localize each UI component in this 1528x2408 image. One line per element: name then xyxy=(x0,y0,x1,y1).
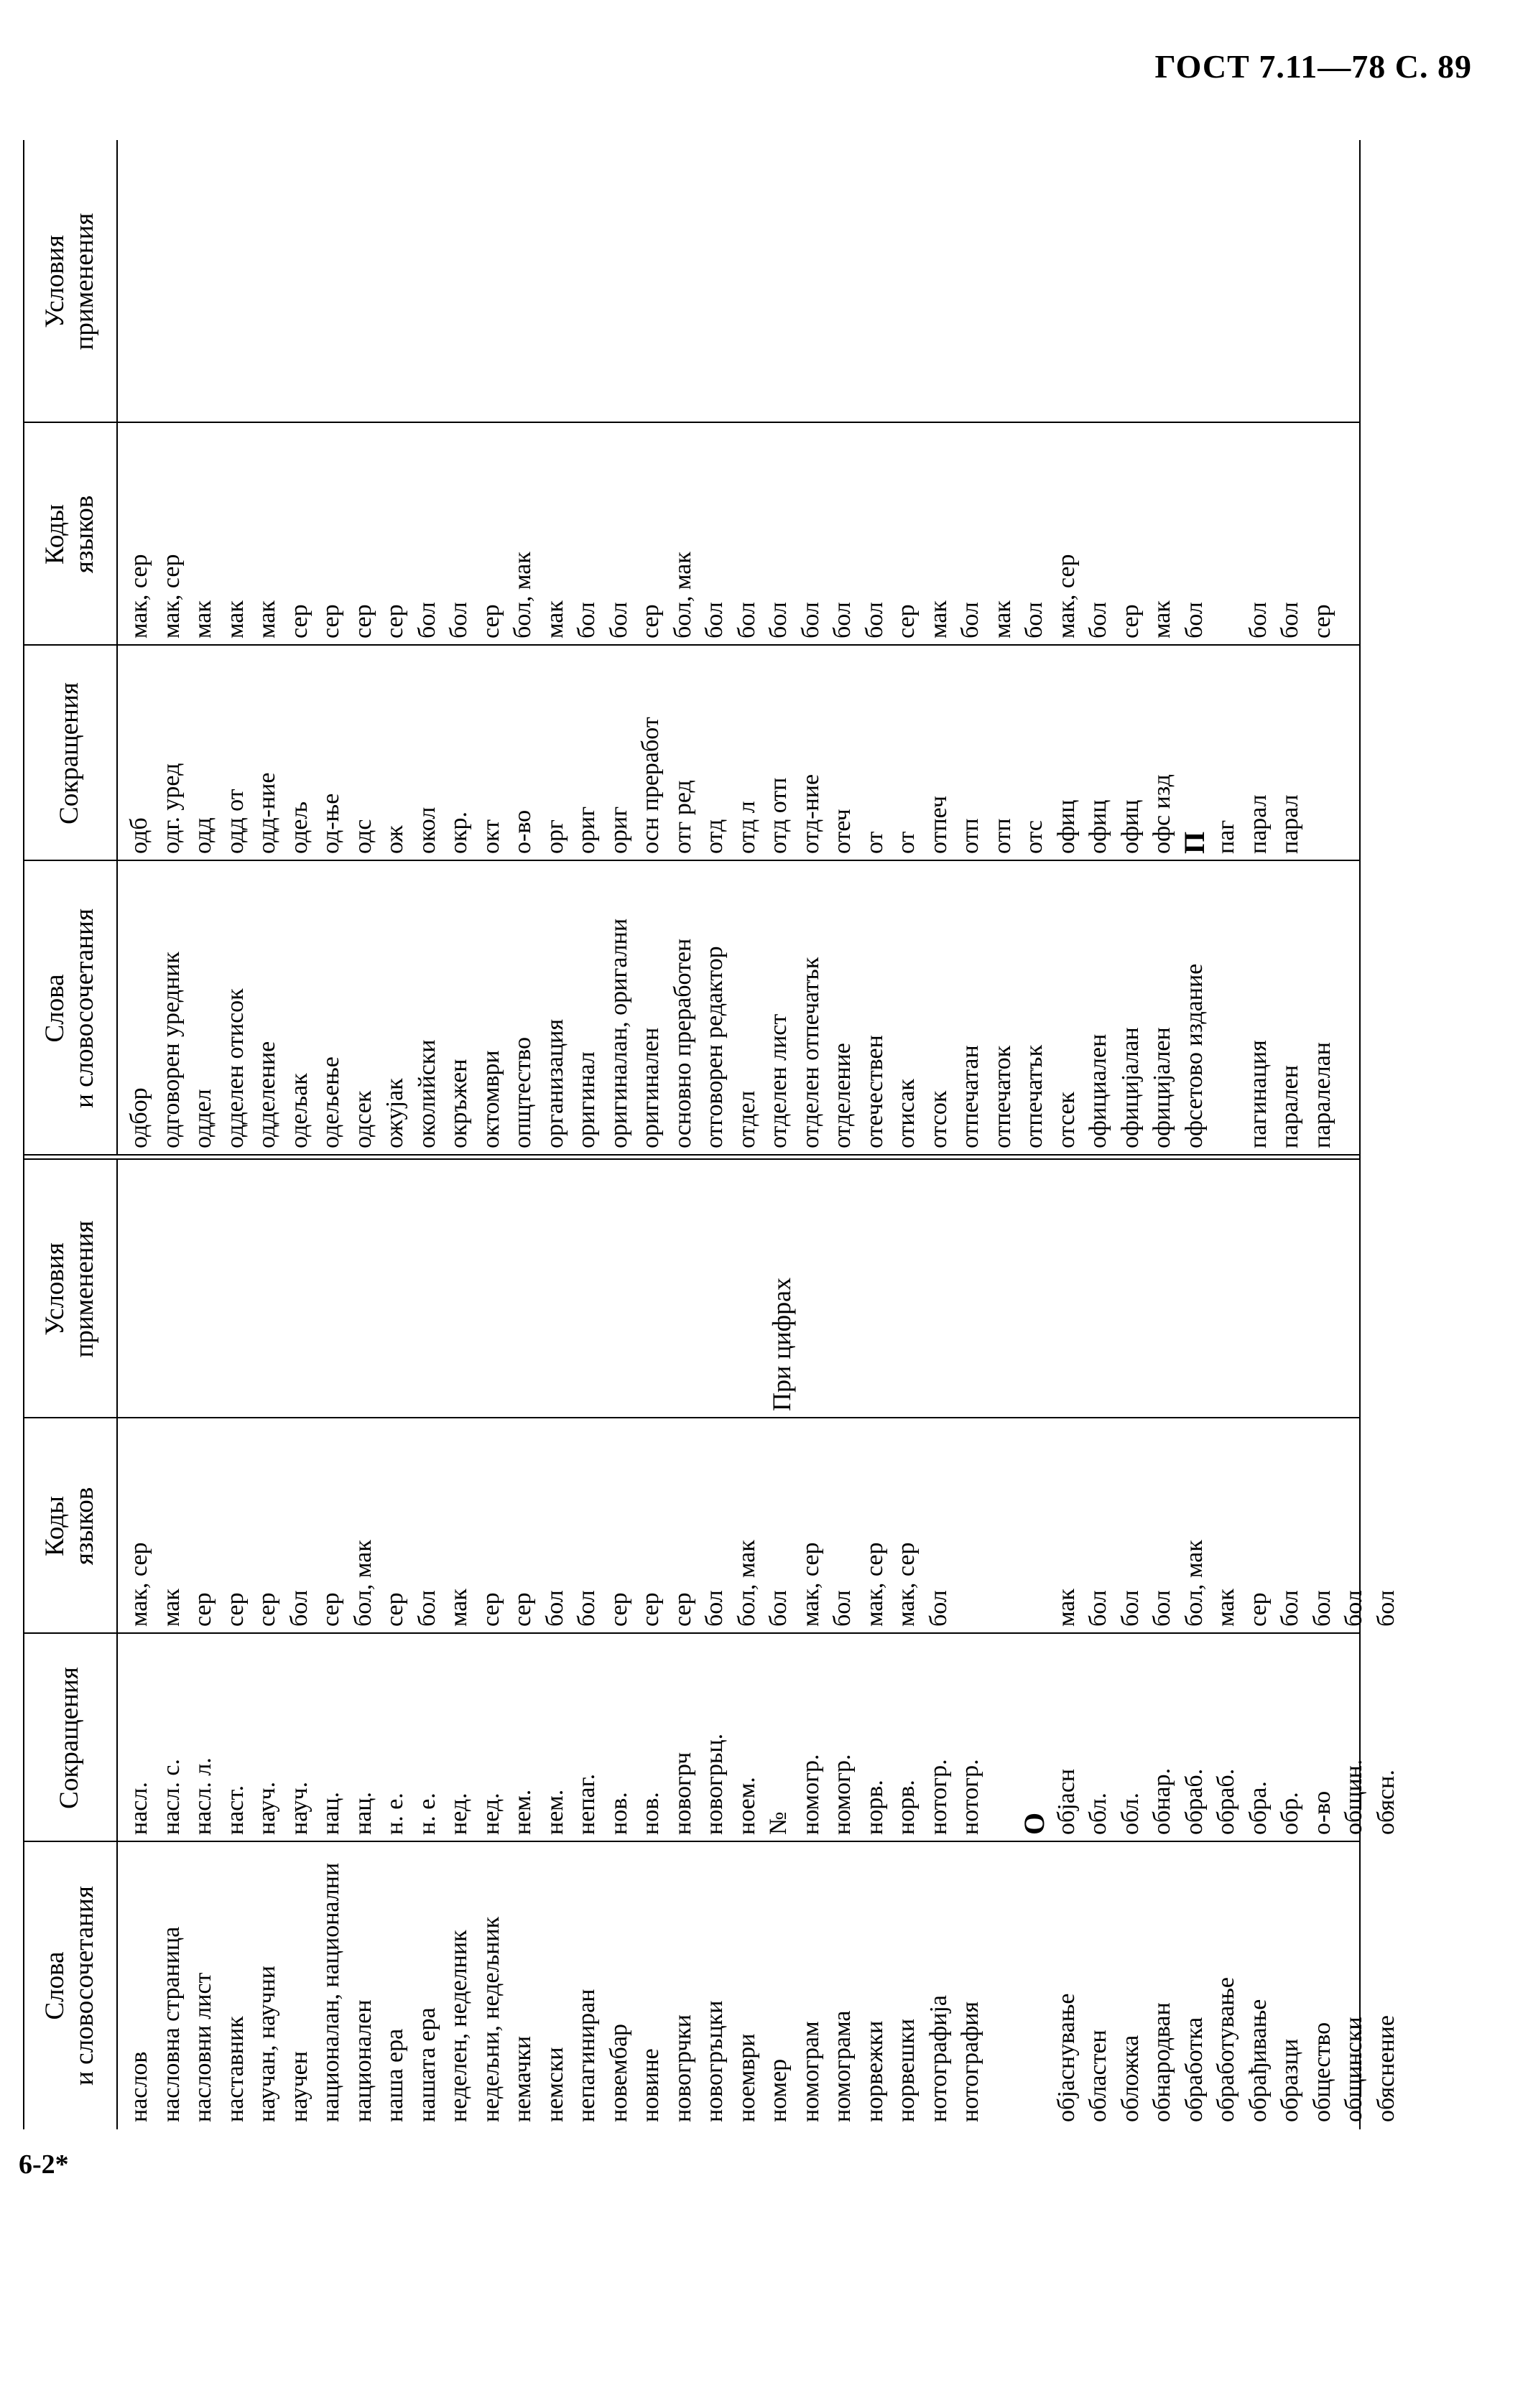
table-cell: непагиниран xyxy=(573,1989,600,2122)
table-cell: сер xyxy=(318,1592,344,1627)
table-cell: отдел xyxy=(733,1090,760,1148)
table-cell: организация xyxy=(541,1019,568,1148)
table-cell: отделен отпечатък xyxy=(797,957,824,1148)
table-cell: бол xyxy=(285,1590,312,1627)
table-cell: мак, сер xyxy=(126,554,152,638)
table-cell: нед. xyxy=(445,1793,472,1835)
table-cell: бол, мак xyxy=(733,1540,760,1627)
table-cell: обрађивање xyxy=(1244,1999,1272,2122)
table-cell: нац. xyxy=(318,1792,344,1835)
table-cell: отс xyxy=(1021,820,1047,854)
table-cell: мак xyxy=(157,1589,185,1627)
table-cell: отд xyxy=(701,819,728,854)
table-cell: одељак xyxy=(285,1073,312,1148)
table-cell: ноем. xyxy=(733,1777,760,1835)
table-cell: оригиналан, оригални xyxy=(605,918,632,1148)
table-cell: отеч xyxy=(829,809,856,854)
table-cell: мак, сер xyxy=(861,1542,888,1627)
divider xyxy=(23,1841,1359,1842)
table-cell: отпечаток xyxy=(988,1045,1016,1148)
table-cell: отпечатан xyxy=(957,1045,983,1148)
table-cell: ноември xyxy=(733,2033,760,2122)
table-cell: мак, сер xyxy=(157,554,185,638)
table-cell: оддел xyxy=(190,1089,216,1148)
table-cell: бол xyxy=(861,602,888,638)
table-cell: бол xyxy=(1085,602,1111,638)
table-cell: норв. xyxy=(893,1780,920,1835)
table-cell: обработка xyxy=(1180,2017,1208,2122)
table-cell: новогрьц. xyxy=(701,1733,728,1835)
table-cell: бол xyxy=(701,1590,728,1627)
table-cell: бол xyxy=(1149,1590,1175,1627)
table-cell: окол xyxy=(413,806,440,854)
table-cell: бол xyxy=(957,602,983,638)
table-cell: обложка xyxy=(1116,2035,1144,2122)
table-cell: ож xyxy=(381,825,408,854)
table-cell: објаснување xyxy=(1052,1993,1080,2122)
page-header: ГОСТ 7.11—78 С. 89 xyxy=(1154,48,1472,85)
right-codes-column xyxy=(23,423,1359,646)
table-cell: о-во xyxy=(509,809,536,854)
right-conditions-header: Условия применения xyxy=(23,140,118,423)
table-cell: офиц xyxy=(1052,799,1080,854)
table-cell: бол xyxy=(1116,1590,1144,1627)
table-cell: бол xyxy=(1341,1590,1367,1627)
table-cell: одг. уред xyxy=(157,763,185,854)
table-cell: окръжен xyxy=(445,1059,472,1148)
table-cell xyxy=(955,1418,987,1634)
table-cell: мак xyxy=(190,600,216,638)
table-cell: одделение xyxy=(254,1041,280,1148)
table-cell: № xyxy=(765,1811,792,1835)
table-cell: отечествен xyxy=(861,1035,888,1148)
table-cell xyxy=(1019,1842,1051,2129)
table-cell: пагинация xyxy=(1244,1040,1272,1148)
table-cell: бол xyxy=(445,602,472,638)
left-abbr-header: Сокращения xyxy=(23,1634,118,1842)
table-cell: окр. xyxy=(445,811,472,854)
table-cell: бол xyxy=(1180,602,1208,638)
table-cell: бол xyxy=(1021,602,1047,638)
table-cell: нотографија xyxy=(925,1995,952,2122)
table-cell: бол xyxy=(733,602,760,638)
table-cell: мак xyxy=(254,600,280,638)
table-cell: отговорен редактор xyxy=(701,946,728,1148)
table-cell: насловни лист xyxy=(190,1972,216,2122)
divider xyxy=(23,860,1359,861)
table-cell: новембар xyxy=(605,2023,632,2122)
table-cell: обл. xyxy=(1085,1793,1111,1835)
table-cell: паг xyxy=(1213,819,1239,854)
left-condition-note: При цифрах xyxy=(767,1277,796,1411)
table-cell: сер xyxy=(381,604,408,638)
table-cell: бол, мак xyxy=(509,552,536,638)
table-cell: офсетово издание xyxy=(1180,963,1208,1148)
table-cell: отсек xyxy=(1052,1092,1080,1148)
table-cell: обра. xyxy=(1244,1781,1272,1835)
table-cell: бол xyxy=(925,1590,952,1627)
divider xyxy=(23,1417,1359,1418)
table-cell: паралелан xyxy=(1308,1042,1335,1148)
table-cell: немски xyxy=(541,2047,568,2122)
table-cell: обр. xyxy=(1277,1792,1303,1835)
table-cell: науч. xyxy=(254,1781,280,1835)
table-cell xyxy=(987,1842,1019,2129)
table-cell: наша ера xyxy=(381,2028,408,2122)
table-cell: бол xyxy=(413,602,440,638)
table-cell: бол xyxy=(605,602,632,638)
table-cell: мак xyxy=(925,600,952,638)
table-cell: норвешки xyxy=(893,2018,920,2122)
table-cell: сер xyxy=(477,604,504,638)
table-cell xyxy=(987,1418,1019,1634)
table-cell: бол xyxy=(1277,1590,1303,1627)
table-cell: науч. xyxy=(285,1781,312,1835)
left-conditions-header: Условия применения xyxy=(23,1160,118,1418)
table-cell: от xyxy=(861,831,888,854)
left-words-column xyxy=(23,1842,1399,2129)
table-cell: обраб. xyxy=(1180,1768,1208,1835)
table-cell: научан, научни xyxy=(254,1966,280,2122)
right-codes-header: Коды языков xyxy=(23,423,118,646)
table-cell: мак xyxy=(445,1589,472,1627)
table-cell: сер xyxy=(637,1592,664,1627)
table-cell: П xyxy=(1177,831,1210,854)
table-cell: отд л xyxy=(733,801,760,854)
table-cell: номер xyxy=(765,2058,792,2122)
table-cell: обл. xyxy=(1116,1793,1144,1835)
table-cell: официјалан xyxy=(1116,1027,1144,1148)
table-cell: одд-ние xyxy=(254,772,280,854)
table-cell: общински xyxy=(1341,2017,1367,2122)
table-cell: национален xyxy=(349,1999,376,2122)
table-cell: отпечатък xyxy=(1021,1044,1047,1148)
table-cell: сер xyxy=(285,604,312,638)
table-cell: официален xyxy=(1085,1033,1111,1148)
table-cell: обнар. xyxy=(1149,1767,1175,1835)
table-cell: сер xyxy=(509,1592,536,1627)
table-cell: нем. xyxy=(541,1789,568,1835)
divider xyxy=(23,1632,1359,1634)
table-cell: отделение xyxy=(829,1043,856,1148)
table-cell: от xyxy=(893,831,920,854)
table-cell: обраб. xyxy=(1213,1768,1239,1835)
table-cell: нов. xyxy=(637,1792,664,1835)
table-cell: образци xyxy=(1277,2038,1303,2122)
table-cell: офиц xyxy=(1116,799,1144,854)
table-cell: бол xyxy=(1308,1590,1335,1627)
table-cell: октомври xyxy=(477,1050,504,1148)
table-cell: сер xyxy=(1244,1592,1272,1627)
table-cell: сер xyxy=(605,1592,632,1627)
table-cell: бол, мак xyxy=(349,1540,376,1627)
right-words-header: Слова и словосочетания xyxy=(23,861,118,1156)
table-cell: обясн. xyxy=(1372,1770,1399,1835)
table-cell: новогрчки xyxy=(669,2014,696,2122)
table-cell: наслов xyxy=(126,2051,152,2122)
table-cell: отпеч xyxy=(925,796,952,854)
table-cell: О xyxy=(1018,1812,1050,1835)
table-cell: мак, сер xyxy=(126,1542,152,1627)
table-cell xyxy=(1019,1418,1051,1634)
table-cell: номограма xyxy=(829,2010,856,2122)
table-cell: наст. xyxy=(221,1785,249,1835)
table-cell xyxy=(987,1634,1019,1842)
table-cell: сер xyxy=(669,1592,696,1627)
table-cell: нац. xyxy=(349,1792,376,1835)
table-cell: ориг xyxy=(605,806,632,854)
table-cell: насл. с. xyxy=(157,1759,185,1835)
table-cell: одбор xyxy=(126,1087,152,1148)
table-cell: нем. xyxy=(509,1789,536,1835)
table-cell: сер xyxy=(477,1592,504,1627)
table-cell: отп xyxy=(988,818,1016,854)
table-cell: областен xyxy=(1085,2030,1111,2122)
table-cell: научен xyxy=(285,2051,312,2122)
table-cell: нед. xyxy=(477,1793,504,1835)
table-cell: непаг. xyxy=(573,1773,600,1835)
table-cell: објасн xyxy=(1052,1768,1080,1835)
table-cell: бол xyxy=(573,1590,600,1627)
table-cell: окт xyxy=(477,819,504,854)
table-cell: немачки xyxy=(509,2035,536,2122)
table-cell: недељни, недељник xyxy=(477,1916,504,2122)
table-cell: нотогр. xyxy=(925,1759,952,1835)
table-cell: бол xyxy=(573,602,600,638)
table-cell xyxy=(1210,423,1243,646)
left-abbr-column xyxy=(23,1634,1399,1842)
divider xyxy=(23,644,1359,646)
divider xyxy=(23,1158,1359,1160)
table-cell: отп xyxy=(957,818,983,854)
table-cell: бол, мак xyxy=(669,552,696,638)
table-cell: обнародван xyxy=(1149,2002,1175,2122)
right-words-column xyxy=(23,861,1359,1156)
table-cell: оригинал xyxy=(573,1051,600,1148)
table-cell: насловна страница xyxy=(157,1926,185,2122)
rotated-table xyxy=(23,140,1399,2129)
table-cell: отд-ние xyxy=(797,773,824,854)
table-cell: сер xyxy=(254,1592,280,1627)
table-cell: бол xyxy=(1085,1590,1111,1627)
table-cell: мак xyxy=(1149,600,1175,638)
table-cell: нотография xyxy=(957,2001,983,2122)
table-cell: околийски xyxy=(413,1039,440,1148)
table-cell: парал xyxy=(1244,794,1272,854)
table-cell: новогрч xyxy=(669,1752,696,1835)
table-cell: сер xyxy=(221,1592,249,1627)
table-cell: нов. xyxy=(605,1792,632,1835)
table-cell: опщтество xyxy=(509,1037,536,1148)
table-cell: офиц xyxy=(1085,799,1111,854)
table-cell: номогр. xyxy=(797,1754,824,1835)
table-cell: одговорен уредник xyxy=(157,952,185,1148)
table-cell: мак xyxy=(1052,1589,1080,1627)
table-cell: нашата ера xyxy=(413,2007,440,2122)
divider xyxy=(23,1154,1359,1156)
table-cell: мак xyxy=(988,600,1016,638)
table-cell: мак xyxy=(541,600,568,638)
table-cell: н. е. xyxy=(381,1793,408,1835)
table-cell: офс изд xyxy=(1149,774,1175,854)
table-cell: сер xyxy=(349,604,376,638)
table-cell: осн преработ xyxy=(637,717,664,854)
table-cell: одељ xyxy=(285,801,312,854)
table-cell: од-ње xyxy=(318,793,344,854)
table-cell: сер xyxy=(318,604,344,638)
table-cell: обработување xyxy=(1213,1976,1239,2122)
table-cell: номограм xyxy=(797,2021,824,2122)
table-cell: орг xyxy=(541,819,568,854)
table-cell: бол xyxy=(829,1590,856,1627)
table-cell: основно преработен xyxy=(669,938,696,1148)
table-cell: ориг xyxy=(573,806,600,854)
footer-mark: 6-2* xyxy=(19,2149,69,2180)
table-cell: номогр. xyxy=(829,1754,856,1835)
table-cell: бол xyxy=(829,602,856,638)
table-cell: новине xyxy=(637,2048,664,2122)
table-cell: мак xyxy=(1213,1589,1239,1627)
table-cell: сер xyxy=(190,1592,216,1627)
table-cell: сер xyxy=(1308,604,1335,638)
table-cell: сер xyxy=(893,604,920,638)
right-conditions-column xyxy=(23,140,1359,423)
table-cell: официјален xyxy=(1149,1027,1175,1148)
table-cell: нотогр. xyxy=(957,1759,983,1835)
table-cell: насл. xyxy=(126,1782,152,1835)
table-cell: бол xyxy=(797,602,824,638)
table-cell: отисак xyxy=(893,1079,920,1148)
table-cell xyxy=(1210,861,1243,1156)
table-cell: националан, национални xyxy=(318,1862,344,2122)
table-cell: парал xyxy=(1277,794,1303,854)
table-cell: новогръцки xyxy=(701,2000,728,2122)
table-cell: одс xyxy=(349,819,376,854)
table-cell: ожујак xyxy=(381,1078,408,1148)
table-cell: отг ред xyxy=(669,780,696,854)
left-words-header: Слова и словосочетания xyxy=(23,1842,118,2129)
table-cell: н. е. xyxy=(413,1793,440,1835)
table-cell: наставник xyxy=(221,2016,249,2122)
left-codes-header: Коды языков xyxy=(23,1418,118,1634)
table-cell: одд xyxy=(190,817,216,854)
divider xyxy=(23,422,1359,423)
table-cell: о-во xyxy=(1308,1790,1335,1835)
table-cell: сер xyxy=(381,1592,408,1627)
table-cell: мак, сер xyxy=(797,1542,824,1627)
table-cell: норв. xyxy=(861,1780,888,1835)
table-cell: отд отп xyxy=(765,777,792,854)
table-cell: оригинален xyxy=(637,1027,664,1148)
table-cell: обяснение xyxy=(1372,2015,1399,2122)
table-cell: бол xyxy=(1244,602,1272,638)
table-cell: парален xyxy=(1277,1065,1303,1148)
table-cell: бол xyxy=(413,1590,440,1627)
table-cell: бол xyxy=(1372,1590,1399,1627)
table-cell: бол, мак xyxy=(1180,1540,1208,1627)
table-cell: норвежки xyxy=(861,2020,888,2122)
table-cell: мак, сер xyxy=(893,1542,920,1627)
left-conditions-column xyxy=(23,1160,1359,1418)
table-cell: бол xyxy=(1277,602,1303,638)
table-cell: одсек xyxy=(349,1090,376,1148)
table-cell: одд от xyxy=(221,789,249,854)
right-abbr-column xyxy=(23,646,1359,861)
table-cell: неделен, неделник xyxy=(445,1930,472,2122)
table-cell: отделен лист xyxy=(765,1013,792,1148)
table-cell: мак, сер xyxy=(1052,554,1080,638)
table-cell: общество xyxy=(1308,2022,1335,2122)
table-cell: сер xyxy=(1116,604,1144,638)
table-cell: насл. л. xyxy=(190,1757,216,1835)
table-cell: сер xyxy=(637,604,664,638)
table-cell: бол xyxy=(541,1590,568,1627)
table-cell: мак xyxy=(221,600,249,638)
right-abbr-header: Сокращения xyxy=(23,646,118,861)
table-cell: одб xyxy=(126,817,152,854)
table-cell: бол xyxy=(701,602,728,638)
table-cell: бол xyxy=(765,602,792,638)
left-codes-column xyxy=(23,1418,1399,1634)
table-cell: общин. xyxy=(1341,1759,1367,1835)
table-cell: одделен отисок xyxy=(221,988,249,1148)
table-cell: одељење xyxy=(318,1056,344,1148)
table-cell: бол xyxy=(765,1590,792,1627)
table-cell: отсок xyxy=(925,1090,952,1148)
